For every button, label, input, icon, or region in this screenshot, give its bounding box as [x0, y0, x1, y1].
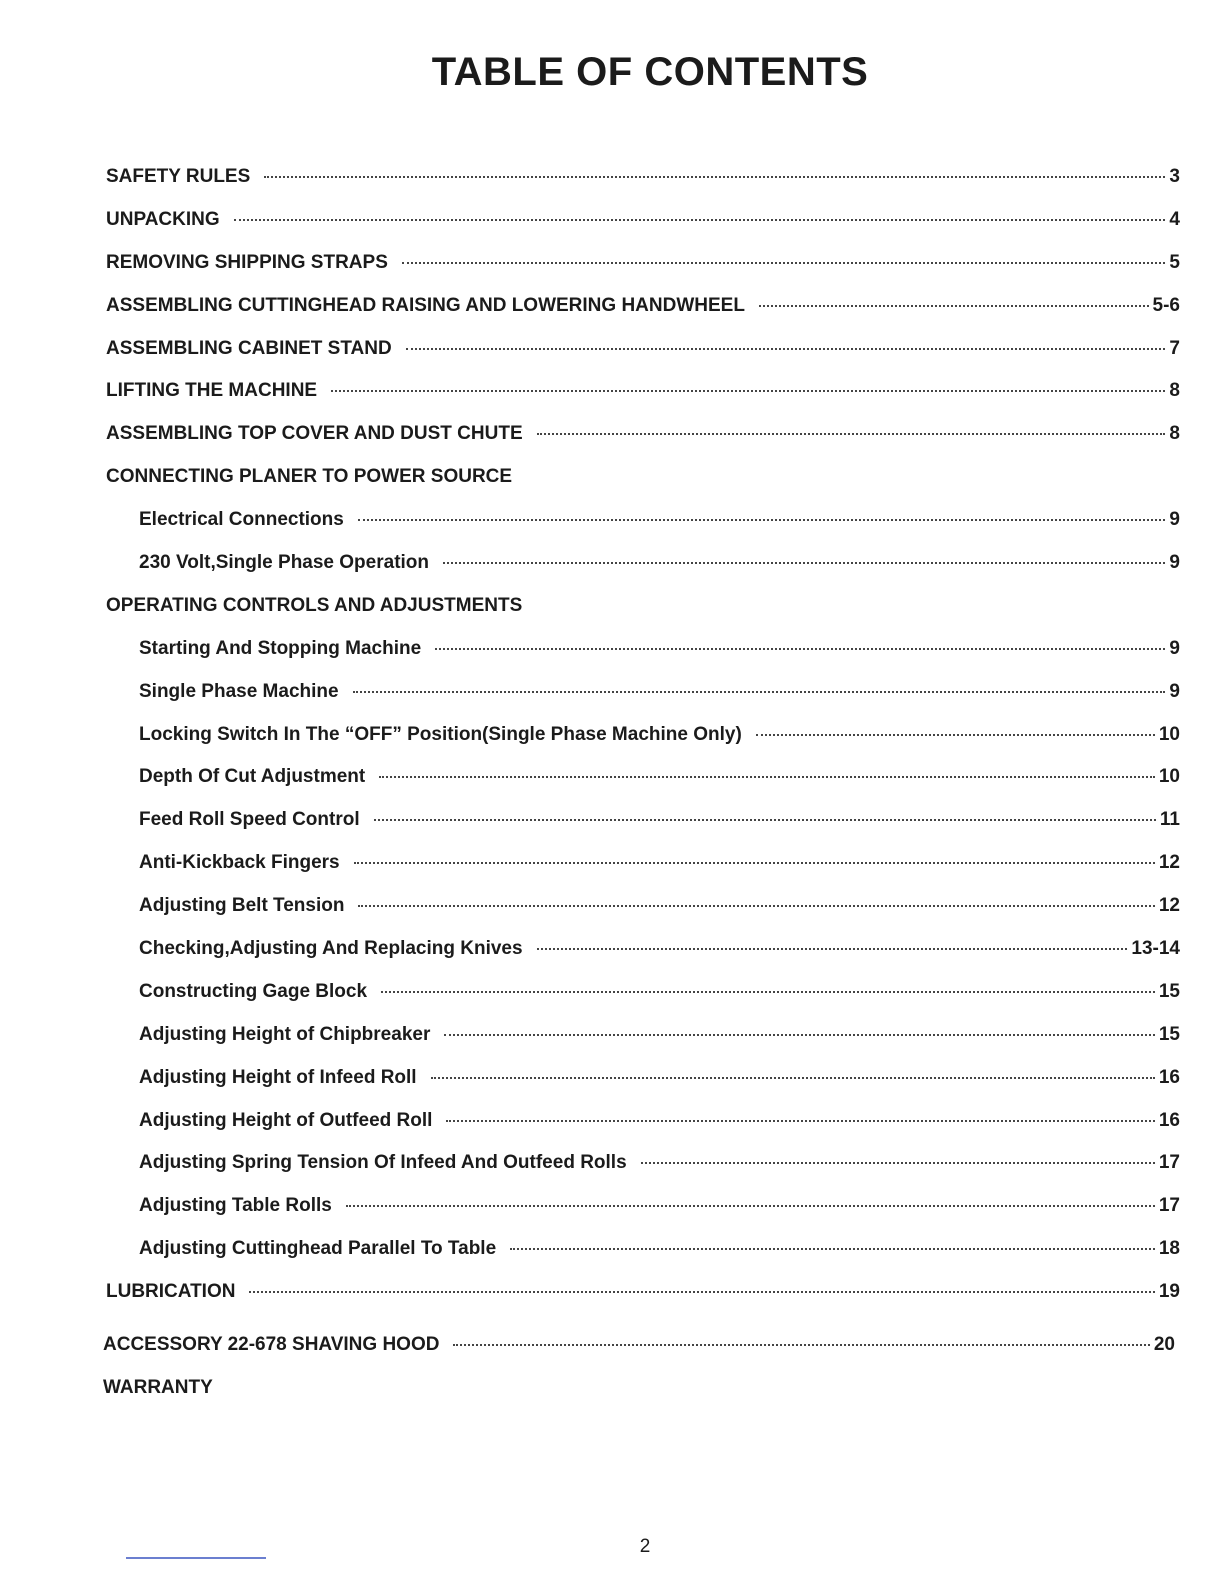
toc-entry-label: WARRANTY [103, 1376, 213, 1398]
toc-subentry[interactable] [106, 681, 1180, 724]
toc-section-heading[interactable] [103, 1377, 1175, 1420]
dot-leader [331, 390, 1165, 392]
toc-subentry[interactable] [106, 852, 1180, 895]
dot-leader [374, 819, 1156, 821]
toc-subentry[interactable] [106, 895, 1180, 938]
toc-subentry[interactable] [106, 766, 1180, 809]
toc-entry-page: 5-6 [1152, 294, 1180, 316]
dot-leader [358, 519, 1166, 521]
dot-leader [431, 1077, 1155, 1079]
toc-entry-label: Adjusting Height of Chipbreaker [139, 1023, 431, 1045]
toc-entry-label: OPERATING CONTROLS AND ADJUSTMENTS [106, 594, 523, 616]
toc-entry-page: 20 [1153, 1334, 1175, 1356]
toc-entry-page: 15 [1158, 980, 1180, 1002]
dot-leader [381, 991, 1155, 993]
toc-entry-page: 10 [1158, 723, 1180, 745]
toc-subentry[interactable] [106, 809, 1180, 852]
toc-entry-label: LUBRICATION [106, 1281, 236, 1303]
toc-entry-page: 9 [1169, 680, 1180, 702]
toc-subentry[interactable] [106, 1238, 1180, 1281]
toc-entry-label: Constructing Gage Block [139, 980, 368, 1002]
dot-leader [756, 734, 1155, 736]
dot-leader [444, 1034, 1155, 1036]
toc-entry-page: 19 [1158, 1281, 1180, 1303]
dot-leader [406, 348, 1166, 350]
dot-leader [759, 305, 1149, 307]
toc-entry-page: 8 [1169, 423, 1180, 445]
toc-entry-page: 9 [1169, 637, 1180, 659]
toc-subentry[interactable] [106, 552, 1180, 595]
toc-entry[interactable] [106, 1281, 1180, 1324]
toc-entry-label: Feed Roll Speed Control [139, 809, 360, 831]
toc-entry-label: Adjusting Height of Infeed Roll [139, 1066, 417, 1088]
toc-entry-page: 15 [1158, 1023, 1180, 1045]
toc-entry-page: 17 [1158, 1195, 1180, 1217]
toc-entry-page: 5 [1169, 251, 1180, 273]
page-number: 2 [639, 1536, 651, 1557]
toc-entry-page: 17 [1158, 1152, 1180, 1174]
toc-entry-page: 16 [1158, 1109, 1180, 1131]
toc-subentry[interactable] [106, 1110, 1180, 1153]
toc-entry-page: 9 [1169, 552, 1180, 574]
toc-entry-page: 12 [1158, 852, 1180, 874]
dot-leader [446, 1120, 1154, 1122]
toc-entry-page: 4 [1169, 208, 1180, 230]
dot-leader [537, 433, 1166, 435]
toc-subentry[interactable] [106, 509, 1180, 552]
toc-entry-label: REMOVING SHIPPING STRAPS [106, 251, 388, 273]
dot-leader [443, 562, 1165, 564]
toc-subentry[interactable] [106, 638, 1180, 681]
toc-entry[interactable] [106, 252, 1180, 295]
dot-leader [435, 648, 1165, 650]
toc-entry-page: 3 [1169, 166, 1180, 187]
toc-section-heading[interactable] [106, 466, 1180, 509]
toc-entry-label: Electrical Connections [139, 509, 344, 531]
dot-leader [453, 1344, 1149, 1346]
toc-entry-page: 8 [1169, 380, 1180, 402]
toc-entry-label: LIFTING THE MACHINE [106, 380, 318, 402]
toc-entry-label: UNPACKING [106, 208, 220, 230]
toc-entry[interactable] [106, 423, 1180, 466]
toc-entry-page: 13-14 [1131, 938, 1180, 960]
toc-entry-label: 230 Volt,Single Phase Operation [139, 552, 430, 574]
toc-entry-page: 16 [1158, 1066, 1180, 1088]
toc-entry-page: 18 [1158, 1238, 1180, 1260]
toc-entry-label: ACCESSORY 22-678 SHAVING HOOD [103, 1334, 440, 1356]
toc-entry-label: Adjusting Height of Outfeed Roll [139, 1109, 433, 1131]
toc-entry[interactable] [106, 380, 1180, 423]
dot-leader [402, 262, 1166, 264]
toc-entry-label: Adjusting Belt Tension [139, 895, 345, 917]
toc-subentry[interactable] [106, 938, 1180, 981]
toc-entry-page: 12 [1158, 895, 1180, 917]
toc-entry-page: 7 [1169, 337, 1180, 359]
toc-entry-label: Starting And Stopping Machine [139, 637, 422, 659]
toc-entry-label: Single Phase Machine [139, 680, 339, 702]
toc-entry[interactable] [106, 209, 1180, 252]
toc-subentry[interactable] [106, 1024, 1180, 1067]
dot-leader [346, 1205, 1155, 1207]
table-of-contents [103, 166, 1180, 1420]
dot-leader [234, 219, 1166, 221]
toc-entry-page: 11 [1159, 809, 1180, 831]
toc-entry-label: ASSEMBLING CUTTINGHEAD RAISING AND LOWERING HANDWHEEL [106, 294, 745, 316]
toc-subentry[interactable] [106, 981, 1180, 1024]
toc-entry-page: 9 [1169, 509, 1180, 531]
toc-entry-label: Adjusting Table Rolls [139, 1195, 332, 1217]
toc-entry-label: Anti-Kickback Fingers [139, 852, 340, 874]
toc-subentry[interactable] [106, 724, 1180, 767]
toc-entry-label: Checking,Adjusting And Replacing Knives [139, 938, 523, 960]
toc-subentry[interactable] [106, 1067, 1180, 1110]
toc-entry-label: SAFETY RULES [106, 166, 251, 187]
toc-entry-page: 10 [1158, 766, 1180, 788]
toc-entry[interactable] [106, 338, 1180, 381]
dot-leader [641, 1162, 1155, 1164]
toc-entry-label: ASSEMBLING TOP COVER AND DUST CHUTE [106, 423, 523, 445]
bottom-rule [126, 1557, 266, 1559]
dot-leader [249, 1291, 1154, 1293]
toc-entry-label: CONNECTING PLANER TO POWER SOURCE [106, 466, 513, 488]
toc-section-heading[interactable] [106, 595, 1180, 638]
toc-entry-label: Adjusting Spring Tension Of Infeed And Outfeed Rolls [139, 1152, 627, 1174]
dot-leader [379, 776, 1155, 778]
dot-leader [358, 905, 1154, 907]
dot-leader [510, 1248, 1155, 1250]
dot-leader [537, 948, 1128, 950]
toc-entry[interactable] [103, 1334, 1175, 1377]
toc-entry[interactable] [106, 166, 1180, 209]
dot-leader [264, 176, 1165, 178]
toc-entry-label: Adjusting Cuttinghead Parallel To Table [139, 1238, 497, 1260]
toc-subentry[interactable] [106, 1195, 1180, 1238]
toc-entry-label: ASSEMBLING CABINET STAND [106, 337, 392, 359]
page-title: TABLE OF CONTENTS [431, 50, 869, 94]
toc-entry[interactable] [106, 295, 1180, 338]
toc-entry-label: Depth Of Cut Adjustment [139, 766, 366, 788]
toc-entry-label: Locking Switch In The “OFF” Position(Single Phase Machine Only) [139, 723, 742, 745]
toc-subentry[interactable] [106, 1152, 1180, 1195]
dot-leader [353, 691, 1166, 693]
dot-leader [354, 862, 1155, 864]
